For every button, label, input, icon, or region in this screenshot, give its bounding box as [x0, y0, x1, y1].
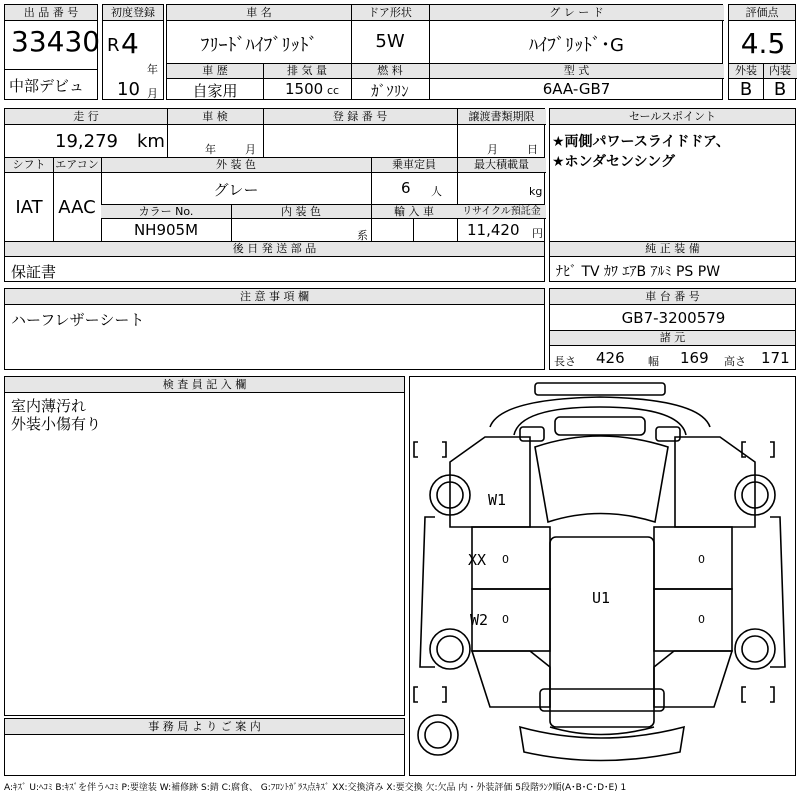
shift-label: シフト [5, 158, 53, 173]
damage-diagram [409, 376, 796, 776]
later-parts-label: 後 日 発 送 部 品 [5, 242, 544, 257]
history-label: 車 歴 [167, 64, 263, 79]
grade-label: グ レ ー ド [429, 5, 724, 21]
capacity-unit: 人 [431, 185, 442, 198]
car-info-box [166, 4, 723, 100]
legend-text: A:ｷｽﾞ U:ﾍｺﾐ B:ｷｽﾞを伴うﾍｺﾐ P:要塗装 W:補修跡 S:錆 C:腐食、 G:ﾌﾛﾝﾄｶﾞﾗｽ点ｷｽﾞ XX:交換済み X:要交換 欠:欠品 内・外装評価 5段階ﾗﾝｸ順(A･B･C･D･E) 1 [4, 783, 627, 793]
damage-mark-u1: U1 [592, 589, 611, 607]
details-box [4, 108, 545, 282]
interior-color-unit: 系 [357, 229, 368, 242]
recycle-fee: 11,420 [467, 221, 520, 239]
exterior-grade: B [739, 79, 753, 100]
max-load-unit: kg [529, 185, 543, 198]
mileage: 19,279 [55, 131, 118, 152]
recycle-label: リサイクル預託金 [457, 205, 546, 219]
inspector-line-1: 室内薄汚れ [11, 397, 87, 415]
height: 171 [761, 349, 790, 367]
car-name-label: 車 名 [167, 5, 351, 21]
mileage-label: 走 行 [5, 109, 167, 125]
interior-color-label: 内 装 色 [231, 205, 371, 219]
office-label: 事 務 局 よ り ご 案 内 [5, 719, 404, 735]
capacity-label: 乗車定員 [371, 158, 457, 173]
inspector-line-2: 外装小傷有り [11, 415, 102, 433]
debut-label: 中部デビュ [9, 77, 85, 95]
first-reg-label: 初度登録 [103, 5, 163, 21]
grade: ﾊｲﾌﾞﾘｯﾄﾞ･G [529, 35, 624, 56]
chassis-label: 車 台 番 号 [550, 289, 795, 305]
later-parts: 保証書 [11, 263, 57, 281]
transfer-label: 譲渡書類期限 [457, 109, 546, 125]
damage-mark-w1: W1 [488, 491, 507, 509]
inspection-month-unit: 月 [245, 143, 256, 156]
chassis-box [549, 288, 796, 370]
mileage-unit: km [137, 131, 165, 152]
transfer-day-unit: 日 [527, 143, 538, 156]
displacement-label: 排 気 量 [263, 64, 351, 79]
exterior-color: グレー [213, 181, 259, 199]
sales-point-box [549, 108, 796, 282]
sales-point-label: セールスポイント [550, 109, 795, 125]
reg-year: 4 [121, 27, 139, 60]
history: 自家用 [192, 82, 238, 100]
model-label: 型 式 [429, 64, 724, 79]
zero-mark-4: 0 [698, 613, 705, 626]
registration-label: 登 録 番 号 [263, 109, 457, 125]
score: 4.5 [740, 27, 786, 60]
width-label: 幅 [648, 355, 659, 368]
notes-label: 注 意 事 項 欄 [5, 289, 544, 305]
length: 426 [596, 349, 625, 367]
length-label: 長さ [554, 355, 576, 368]
exterior-label: 外装 [729, 64, 763, 79]
color-no-label: カラー No. [101, 205, 231, 219]
notes-text: ハーフレザーシート [11, 311, 145, 329]
office-box [4, 718, 405, 776]
sales-point-line-1: ★両側パワースライドドア、 [552, 134, 730, 150]
inspector-box [4, 376, 405, 716]
color-no: NH905M [133, 221, 199, 239]
damage-mark-w2: W2 [470, 611, 489, 629]
door-label: ドア形状 [351, 5, 429, 21]
width: 169 [680, 349, 709, 367]
exterior-color-label: 外 装 色 [101, 158, 371, 173]
zero-mark-2: 0 [698, 553, 705, 566]
inspection-label: 車 検 [167, 109, 263, 125]
lot-label: 出 品 番 号 [5, 5, 97, 21]
equipment-label: 純 正 装 備 [550, 242, 795, 257]
transfer-month-unit: 月 [487, 143, 498, 156]
inspector-label: 検 査 員 記 入 欄 [5, 377, 404, 393]
recycle-unit: 円 [532, 227, 543, 240]
displacement: 1500 [285, 80, 324, 98]
reg-month: 10 [117, 79, 140, 100]
inspection-year-unit: 年 [205, 143, 216, 156]
shift: IAT [15, 197, 43, 218]
max-load-label: 最大積載量 [457, 158, 546, 173]
lot-number: 33430 [11, 25, 101, 58]
height-label: 高さ [724, 355, 746, 368]
year-unit: 年 [147, 63, 158, 76]
equipment: ﾅﾋﾞ TV ｶﾜ ｴｱB ｱﾙﾐ PS PW [556, 264, 721, 280]
notes-box [4, 288, 545, 370]
sales-point-line-2: ★ホンダセンシング [552, 154, 676, 170]
zero-mark-1: 0 [502, 553, 509, 566]
model: 6AA-GB7 [542, 80, 611, 98]
car-outline-diagram [410, 377, 795, 775]
score-label: 評価点 [729, 5, 795, 21]
interior-grade: B [773, 79, 787, 100]
fuel: ｶﾞｿﾘﾝ [371, 82, 409, 100]
import-label: 輸 入 車 [371, 205, 457, 219]
dims-label: 諸 元 [550, 331, 795, 346]
ac: AAC [58, 197, 96, 218]
fuel-label: 燃 料 [351, 64, 429, 79]
score-box [728, 4, 796, 100]
capacity: 6 [401, 179, 411, 197]
era: R [107, 35, 120, 56]
interior-label: 内装 [763, 64, 797, 79]
damage-mark-xx: XX [468, 551, 487, 569]
chassis-number: GB7-3200579 [621, 309, 726, 327]
lot-box [4, 4, 101, 100]
month-unit: 月 [147, 87, 158, 100]
zero-mark-3: 0 [502, 613, 509, 626]
car-name: ﾌﾘｰﾄﾞﾊｲﾌﾞﾘｯﾄﾞ [200, 35, 318, 56]
door-type: 5W [375, 31, 405, 52]
displacement-unit: cc [327, 84, 340, 97]
first-registration-box [102, 4, 164, 100]
ac-label: エアコン [53, 158, 101, 173]
